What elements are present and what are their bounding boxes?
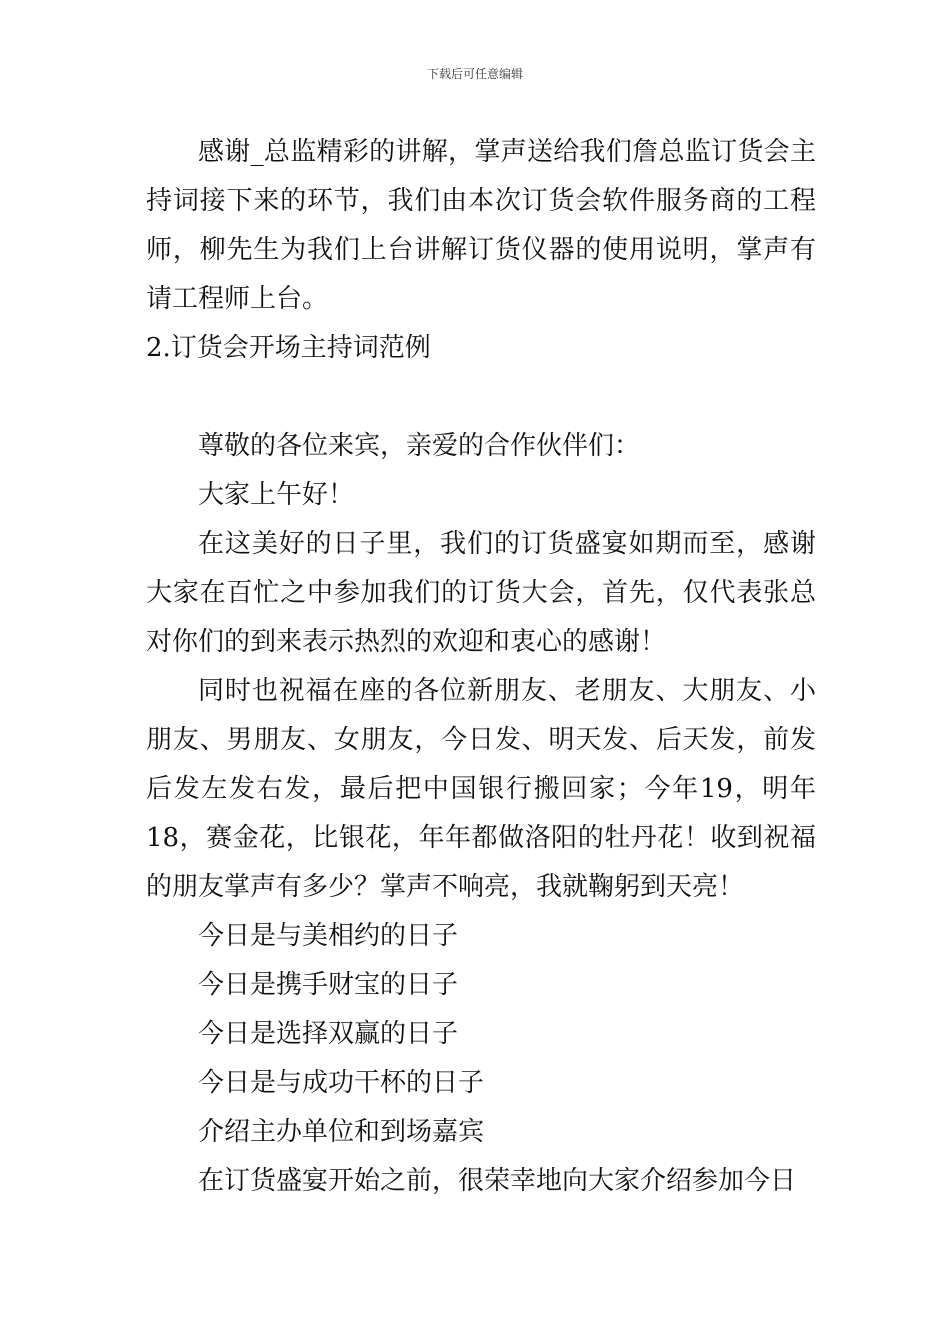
paragraph-line-4: 今日是与成功干杯的日子 [198, 1068, 485, 1098]
paragraph-before-start: 在订货盛宴开始之前，很荣幸地向大家介绍参加今日 [198, 1166, 797, 1196]
blank-line [146, 373, 816, 422]
section-heading: 2.订货会开场主持词范例 [146, 333, 431, 363]
page-header: 下载后可任意编辑 [426, 67, 523, 81]
paragraph-line-3: 今日是选择双赢的日子 [198, 1019, 459, 1049]
paragraph-line-2: 今日是携手财宝的日子 [198, 970, 459, 1000]
paragraph-welcome: 在这美好的日子里，我们的订货盛宴如期而至，感谢大家在百忙之中参加我们的订货大会，首先，仅代表张总对你们的到来表示热烈的欢迎和衷心的感谢！ [146, 529, 816, 657]
paragraph-thanks: 感谢_总监精彩的讲解，掌声送给我们詹总监订货会主持词接下来的环节，我们由本次订货会软件服务商的工程师，柳先生为我们上台讲解订货仪器的使用说明，掌声有请工程师上台。 [146, 137, 816, 314]
document-body [146, 128, 816, 1206]
paragraph-introduce: 介绍主办单位和到场嘉宾 [198, 1117, 485, 1147]
paragraph-greeting: 大家上午好！ [198, 480, 355, 510]
paragraph-line-1: 今日是与美相约的日子 [198, 921, 459, 951]
paragraph-salutation: 尊敬的各位来宾，亲爱的合作伙伴们： [198, 431, 641, 461]
paragraph-blessing: 同时也祝福在座的各位新朋友、老朋友、大朋友、小朋友、男朋友、女朋友，今日发、明天发、后天发，前发后发左发右发，最后把中国银行搬回家；今年19，明年18，赛金花，比银花，年年都做洛阳的牡丹花！收到祝福的朋友掌声有多少？掌声不响亮，我就鞠躬到天亮！ [146, 676, 816, 902]
